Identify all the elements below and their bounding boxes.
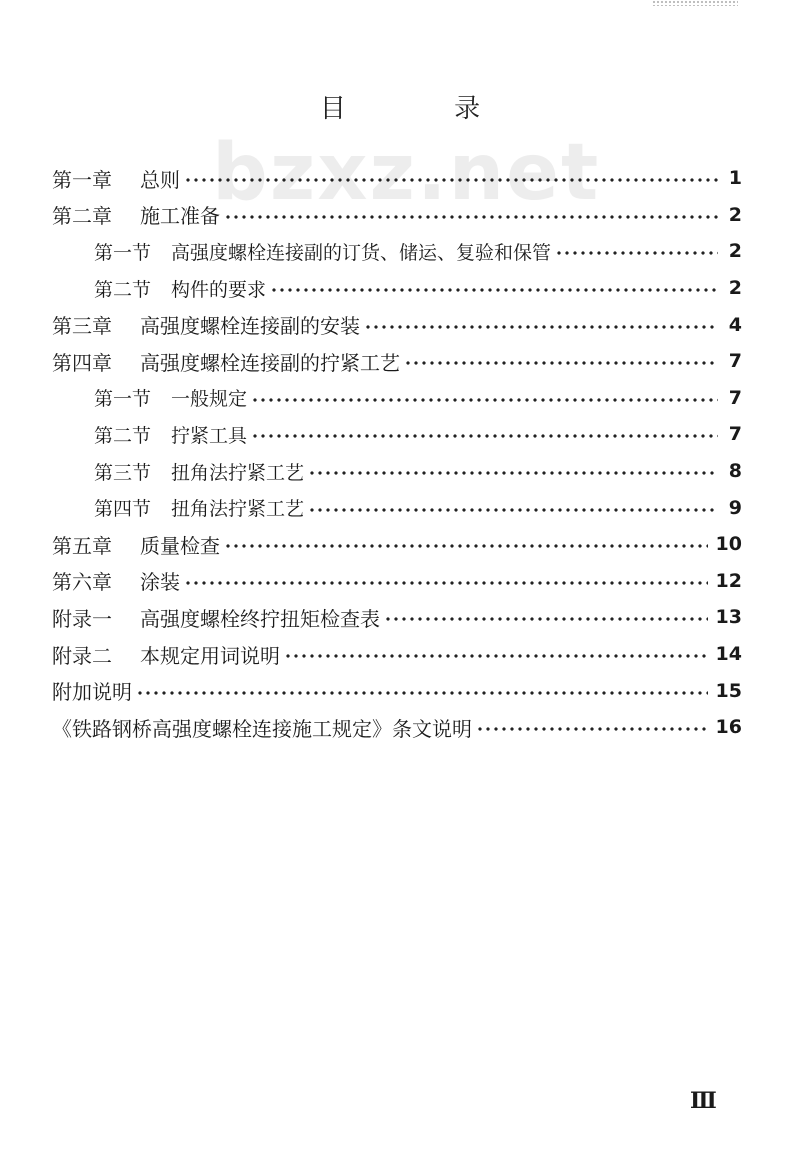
toc-leader-dots xyxy=(251,434,718,438)
toc-entry-page: 2 xyxy=(728,240,742,263)
toc-entry-page: 7 xyxy=(728,350,742,373)
toc-entry-title: 扭角法拧紧工艺 xyxy=(171,498,305,521)
toc-leader-dots xyxy=(270,288,718,292)
toc-entry[interactable] xyxy=(52,343,742,380)
toc-entry-title: 拧紧工具 xyxy=(171,424,248,447)
toc-leader-dots xyxy=(224,544,708,548)
toc-entry-label xyxy=(52,164,180,193)
toc-leader-dots xyxy=(184,178,718,182)
toc-entry[interactable] xyxy=(52,672,742,709)
toc-entry-page: 14 xyxy=(715,643,742,666)
toc-entry-title: 高强度螺栓连接副的拧紧工艺 xyxy=(140,350,400,375)
toc-entry-number: 第三节 xyxy=(94,461,152,484)
toc-leader-dots xyxy=(555,251,718,255)
toc-entry-title: 质量检查 xyxy=(140,533,220,558)
toc-entry-number: 第一节 xyxy=(94,388,152,411)
table-of-contents xyxy=(52,160,742,746)
watermark: bzxz.net xyxy=(212,128,601,218)
toc-entry[interactable] xyxy=(52,636,742,673)
toc-entry-page: 7 xyxy=(728,423,742,446)
toc-leader-dots xyxy=(404,361,718,365)
toc-entry-number: 第六章 xyxy=(52,570,112,595)
toc-entry-number: 第一节 xyxy=(94,241,152,264)
toc-entry-page: 8 xyxy=(728,460,742,483)
toc-entry-number: 第四章 xyxy=(52,350,112,375)
toc-entry-label xyxy=(52,530,220,559)
toc-entry-label xyxy=(94,384,247,411)
toc-entry-number: 第四节 xyxy=(94,498,152,521)
toc-entry-number: 第一章 xyxy=(52,167,112,192)
toc-entry-page: 4 xyxy=(728,313,742,336)
toc-entry-title: 高强度螺栓连接副的订货、储运、复验和保管 xyxy=(171,241,552,264)
toc-entry-number: 第五章 xyxy=(52,533,112,558)
toc-entry-label xyxy=(94,494,304,521)
toc-leader-dots xyxy=(308,508,718,512)
toc-entry-page: 2 xyxy=(728,277,742,300)
toc-entry[interactable] xyxy=(52,380,742,417)
toc-entry-page: 12 xyxy=(715,569,742,592)
toc-entry-number: 第二节 xyxy=(94,424,152,447)
toc-entry-page: 13 xyxy=(715,606,742,629)
toc-entry-page: 10 xyxy=(715,533,742,556)
toc-entry-title: 高强度螺栓连接副的安装 xyxy=(140,314,360,339)
toc-entry-title: 涂装 xyxy=(140,570,180,595)
toc-entry-label xyxy=(52,603,380,632)
toc-entry-title: 施工准备 xyxy=(140,204,220,229)
toc-entry-label xyxy=(52,310,360,339)
toc-leader-dots xyxy=(136,691,708,695)
toc-entry-number: 第三章 xyxy=(52,314,112,339)
toc-entry-label xyxy=(52,640,280,669)
toc-entry[interactable] xyxy=(52,160,742,197)
toc-entry-number: 第二节 xyxy=(94,278,152,301)
header-mark xyxy=(652,0,738,6)
toc-entry[interactable] xyxy=(52,709,742,746)
toc-entry-page: 16 xyxy=(715,716,742,739)
toc-entry-label xyxy=(94,421,247,448)
toc-entry-label xyxy=(52,713,472,742)
toc-entry-label xyxy=(94,238,551,265)
toc-leader-dots xyxy=(476,727,708,731)
toc-entry-title: 高强度螺栓终拧扭矩检查表 xyxy=(140,606,380,631)
toc-leader-dots xyxy=(284,654,708,658)
toc-entry[interactable] xyxy=(52,270,742,307)
toc-entry-label xyxy=(52,200,220,229)
toc-entry-title: 构件的要求 xyxy=(171,278,267,301)
toc-entry-number: 第二章 xyxy=(52,204,112,229)
page-number: Ⅲ xyxy=(690,1088,714,1114)
toc-entry-title: 一般规定 xyxy=(171,388,248,411)
toc-entry-page: 1 xyxy=(728,167,742,190)
toc-entry-page: 2 xyxy=(728,203,742,226)
toc-entry-number: 附录二 xyxy=(52,643,112,668)
toc-entry-label xyxy=(52,347,400,376)
toc-entry[interactable] xyxy=(52,489,742,526)
toc-entry-title: 附加说明 xyxy=(52,680,132,705)
toc-entry[interactable] xyxy=(52,416,742,453)
toc-leader-dots xyxy=(251,398,718,402)
toc-entry[interactable] xyxy=(52,599,742,636)
toc-entry-label xyxy=(52,676,132,705)
toc-entry[interactable] xyxy=(52,453,742,490)
toc-entry[interactable] xyxy=(52,563,742,600)
toc-entry[interactable] xyxy=(52,233,742,270)
toc-entry[interactable] xyxy=(52,197,742,234)
toc-entry-title: 总则 xyxy=(140,167,180,192)
toc-entry[interactable] xyxy=(52,526,742,563)
toc-entry-label xyxy=(94,458,304,485)
toc-entry-title: 扭角法拧紧工艺 xyxy=(171,461,305,484)
toc-entry-label xyxy=(94,275,266,302)
toc-leader-dots xyxy=(384,617,708,621)
toc-entry[interactable] xyxy=(52,306,742,343)
toc-leader-dots xyxy=(308,471,718,475)
toc-leader-dots xyxy=(184,581,708,585)
toc-entry-title: 本规定用词说明 xyxy=(140,643,280,668)
page-title: 目 录 xyxy=(319,94,531,124)
toc-entry-page: 15 xyxy=(715,679,742,702)
toc-entry-page: 7 xyxy=(728,386,742,409)
toc-entry-page: 9 xyxy=(728,496,742,519)
toc-leader-dots xyxy=(224,215,718,219)
toc-leader-dots xyxy=(364,325,718,329)
toc-entry-title: 《铁路钢桥高强度螺栓连接施工规定》条文说明 xyxy=(52,716,472,741)
toc-entry-number: 附录一 xyxy=(52,606,112,631)
toc-entry-label xyxy=(52,566,180,595)
